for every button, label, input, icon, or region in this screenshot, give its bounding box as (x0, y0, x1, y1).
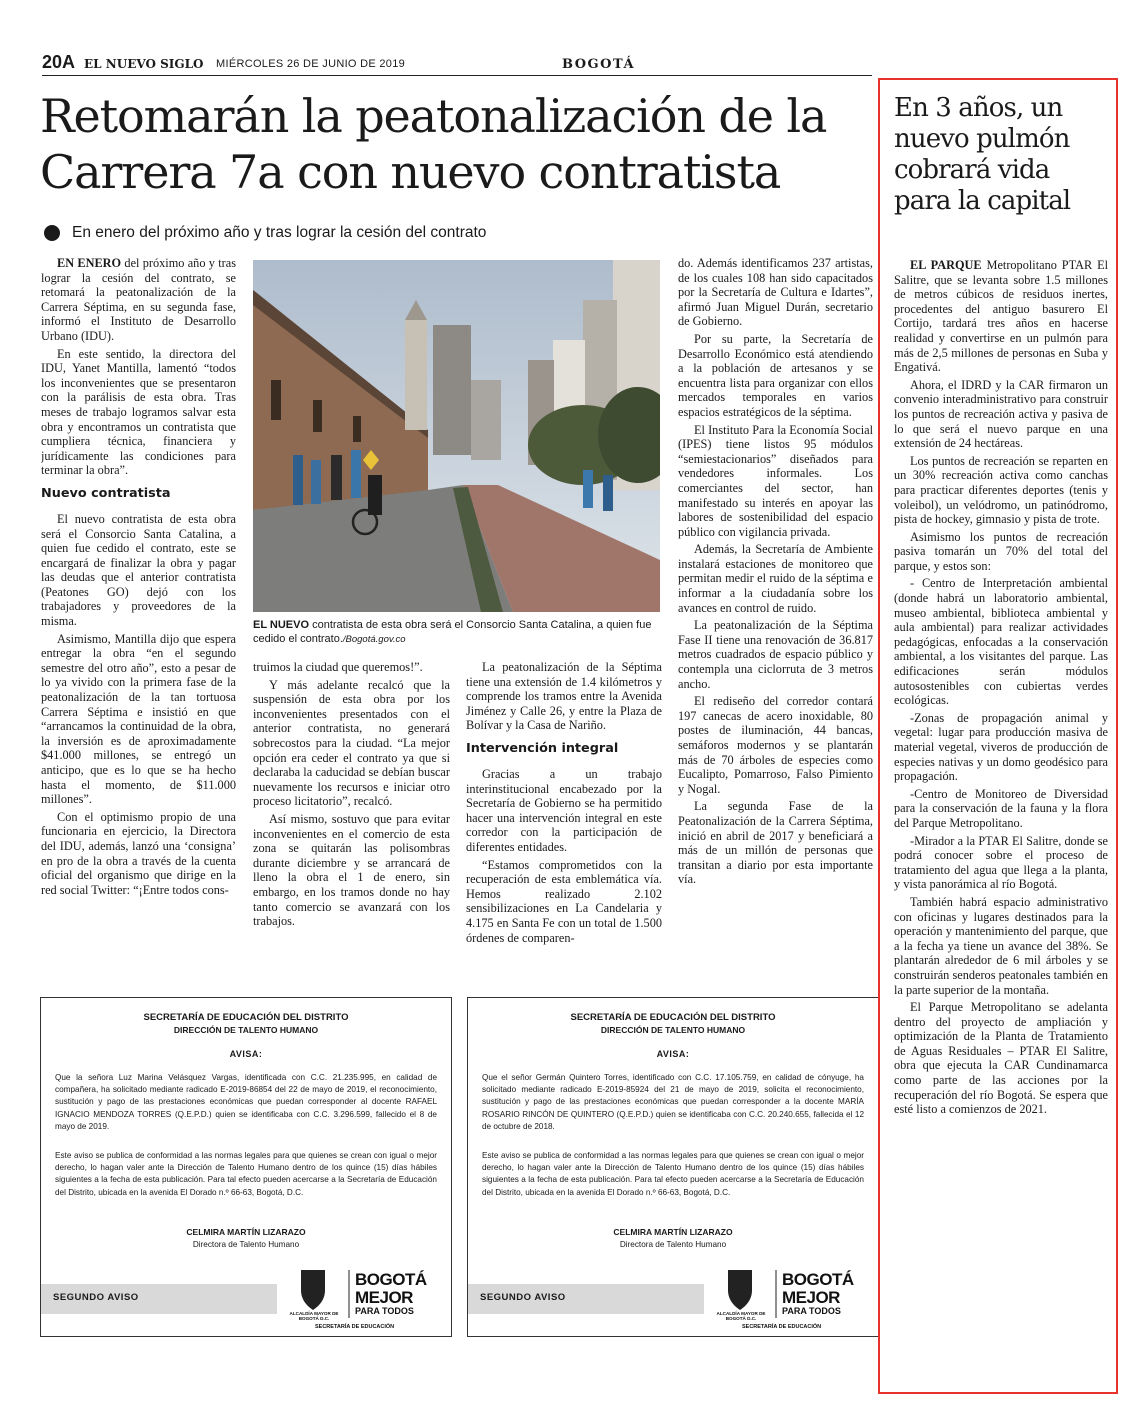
para-todos-text: PARA TODOS (355, 1306, 414, 1316)
paragraph: Con el optimismo propio de una funcionaria en ejercicio, la Directora del IDU, además, lanzó una ‘consigna’ en pro de la obra a través de la cuenta oficial del organismo que dirige en la red social Twitter: “¡Entre todos cons- (41, 809, 236, 897)
paragraph: Así mismo, sostuvo que para evitar inconvenientes en el comercio de esta zona se quitarán las polisombras durante diciembre y se arrancará de lleno la obra el 1 de enero, sin embargo, en los tramos donde no hay tanto comercio se avanzará con los trabajos. (253, 811, 450, 929)
bogota-logo (287, 1266, 447, 1332)
paragraph: El nuevo contratista de esta obra será el Consorcio Santa Catalina, a quien fue cedido el contrato, este se encargará de finalizar la obra y pagar las deudas que el anterior contratista (Peatones GO) dejó con los trabajadores y proveedores de la misma. (41, 511, 236, 629)
paragraph: Asimismo, Mantilla dijo que espera entregar la obra “en el segundo semestre del otro año”, esto a pesar de lo ya vivido con la primera fase de la peatonalización de la tan tortuosa Carrera Séptima e insistió en que “arrancamos la continuidad de la obra, la inversión es de aproximadamente $41.000 millones, se entregó un anticipo, que es lo que se ha hecho hasta el momento, de $11.000 millones”. (41, 631, 236, 807)
bogota-logo (714, 1266, 874, 1332)
paragraph: Ahora, el IDRD y la CAR firmaron un convenio interadministrativo para construir los puntos de recreación activa y pasiva de lo que será el nuevo parque en una extensión de 24 hectáreas. (894, 377, 1108, 451)
notice-org: SECRETARÍA DE EDUCACIÓN DEL DISTRITO (570, 1012, 776, 1023)
notice-dept: DIRECCIÓN DE TALENTO HUMANO (173, 1025, 319, 1035)
article-headline: Retomarán la peatonalización de la Carrera 7a con nuevo contratista (40, 89, 827, 199)
paragraph: Los puntos de recreación se reparten en un 30% recreación activa como canchas para practicar diferentes deportes (tenis y voleibol), un velódromo, un patinódromo, pista de hockey, gimnasio y pista de trote. (894, 453, 1108, 527)
second-notice-label: SEGUNDO AVISO (480, 1292, 566, 1303)
paragraph: -Centro de Monitoreo de Diversidad para la conservación de la fauna y la flora del Parque Metropolitano. (894, 786, 1108, 830)
paragraph: “Estamos comprometidos con la recuperación de esta emblemática vía. Hemos realizado 2.102 sensibilizaciones en La Candelaria y 4.175 en Santa Fe con un total de 1.500 órdenes de comparen- (466, 857, 662, 945)
bogota-text: BOGOTÁ (355, 1270, 427, 1289)
sidebar-article (878, 78, 1118, 1394)
caption-lead: EL NUEVO (253, 619, 310, 631)
issue-date: MIÉRCOLES 26 DE JUNIO DE 2019 (216, 58, 406, 70)
paragraph: El Instituto Para la Economía Social (IPES) tiene listos 95 módulos “semiestacionarios” diseñados para vendedores informales. Los comerciantes del sector, han manifestado su interés en apoyar las labores de sostenibilidad del espacio público con vigilancia privada. (678, 422, 873, 539)
secretaria-text: SECRETARÍA DE EDUCACIÓN (315, 1324, 395, 1330)
notice-avisa: AVISA: (656, 1049, 690, 1059)
article-photo (253, 260, 660, 612)
notice-signer-title: Directora de Talento Humano (192, 1240, 300, 1249)
para-todos-text: PARA TODOS (782, 1306, 841, 1316)
sidebar-headline: En 3 años, un nuevo pulmón cobrará vida para la capital (894, 93, 1071, 216)
bogota-text: BOGOTÁ (782, 1270, 854, 1289)
notice-dept: DIRECCIÓN DE TALENTO HUMANO (600, 1025, 746, 1035)
subhead: Nuevo contratista (41, 485, 171, 501)
article-deck (44, 224, 486, 242)
notice-paragraph: Que la señora Luz Marina Velásquez Vargas, identificada con C.C. 21.235.995, en calidad de compañera, ha solicitado mediante radicado E-2019-86854 del 22 de mayo de 2019, el reconocimiento, sustitución y pago de las prestaciones económicas que puedan corresponder al docente RAFAEL IGNACIO MENDOZA TORRES (Q.E.P.D.) quien se identificaba con C.C. 3.296.599, fallecido el 8 de mayo de 2019. (55, 1073, 437, 1131)
paragraph: do. Además identificamos 237 artistas, de los cuales 108 han sido capacitados por la Secretaría de Cultura e Idartes”, afirmó Juan Miguel Durán, secretario de Gobierno. (678, 256, 873, 329)
sidebar-body (894, 258, 1108, 1386)
paragraph: Además, la Secretaría de Ambiente instalará estaciones de monitoreo que permitan medir el ruido de la séptima e informar a la ciudadanía sobre los avances en control de ruido. (678, 542, 873, 615)
newspaper-name: EL NUEVO SIGLO (84, 57, 204, 71)
paragraph: - Centro de Interpretación ambiental (donde habrá un laboratorio ambiental, museo ambiental, biblioteca ambiental y aula ambiental) para realizar actividades pedagógicas, enfocadas a la conservación ambiental, a los visitantes del parque. Las edificaciones serán módulos autosostenibles con cubiertas verdes ecológicas. (894, 576, 1108, 708)
mejor-text: MEJOR (355, 1288, 413, 1307)
paragraph: En este sentido, la directora del IDU, Yanet Mantilla, lamentó “todos los inconvenientes que se presentaron con la parálisis de esta obra. Tras meses de trabajo logramos salvar esta obra y encontramos un contratista que cumpliera técnica, financiera y jurídicamente las condiciones para terminar la obra”. (41, 346, 236, 478)
article-column-2 (253, 660, 450, 976)
lead-in: EL PARQUE (910, 258, 982, 272)
paragraph: -Zonas de propagación animal y vegetal: lugar para producción masiva de material vegetal, viveros de producción de especies nativas y un domo geodésico para propagación. (894, 710, 1108, 784)
alcaldia-text: ALCALDÍA MAYOR DE BOGOTÁ D.C. (289, 1311, 339, 1322)
paragraph (41, 256, 236, 344)
notice-signer: CELMIRA MARTÍN LIZARAZO (613, 1227, 733, 1237)
page-number: 20A (42, 52, 76, 72)
notice-org: SECRETARÍA DE EDUCACIÓN DEL DISTRITO (143, 1012, 349, 1023)
article-column-4 (678, 256, 873, 976)
paragraph: La peatonalización de la Séptima Fase II tiene una renovación de 36.817 metros cuadrados de espacio público y contempla una ciclorruta de 3 metros ancho. (678, 618, 873, 691)
photo-credit: /Bogotá.gov.co (342, 634, 406, 645)
notice-signer: CELMIRA MARTÍN LIZARAZO (186, 1227, 306, 1237)
notice-paragraph: Este aviso se publica de conformidad a las normas legales para que quienes se crean con igual o mejor derecho, lo hagan valer ante la Dirección de Talento Humano dentro de los quince (15) días hábiles siguientes a la fecha de esta publicación. Para tal efecto pueden acercarse a la Secretaría de Educación del Distrito, ubicada en la avenida El Dorado n.º 66-63, Bogotá, D.C. (55, 1151, 437, 1197)
notice-signer-title: Directora de Talento Humano (619, 1240, 727, 1249)
photo-caption (253, 618, 660, 647)
paragraph-text: del próximo año y tras lograr la cesión del contrato, se retomará la peatonalización de la Carrera Séptima, en su segunda fase, informó el Instituto de Desarrollo Urbano (IDU). (41, 256, 236, 343)
alcaldia-text: ALCALDÍA MAYOR DE BOGOTÁ D.C. (716, 1311, 766, 1322)
paragraph: -Mirador a la PTAR El Salitre, donde se podrá conocer sobre el proceso de tratamiento del agua que llega a la planta, y vista panorámica al río Bogotá. (894, 833, 1108, 892)
paragraph: truimos la ciudad que queremos!”. (253, 660, 423, 674)
paragraph: Gracias a un trabajo interinstitucional encabezado por la Secretaría de Gobierno se ha permitido hacer una intervención integral en este corredor con la participación de diferentes entidades. (466, 766, 662, 854)
paragraph (894, 258, 1108, 375)
paragraph: La segunda Fase de la Peatonalización de la Carrera Séptima, inició en abril de 2017 y beneficiará a más de un millón de personas que transitan a diario por esta importante vía. (678, 799, 873, 887)
paragraph: Asimismo los puntos de recreación pasiva tomarán un 70% del total del parque, y estos son: (894, 529, 1108, 573)
notice-paragraph: Este aviso se publica de conformidad a las normas legales para que quienes se crean con igual o mejor derecho, lo hagan valer ante la Dirección de Talento Humano dentro de los quince (15) días hábiles siguientes a la fecha de esta publicación. Para tal efecto pueden acercarse a la Secretaría de Educación del Distrito, ubicada en la avenida El Dorado n.º 66-63, Bogotá, D.C. (482, 1151, 864, 1197)
paragraph: El Parque Metropolitano se adelanta dentro del proyecto de ampliación y optimización de la Planta de Tratamiento de Aguas Residuales – PTAR El Salitre, obra que ejecuta la CAR Cundinamarca como parte de las acciones por la recuperación del río Bogotá. Se espera que esté listo a comienzos de 2021. (894, 1000, 1108, 1117)
secretaria-text: SECRETARÍA DE EDUCACIÓN (742, 1324, 822, 1330)
paragraph: Por su parte, la Secretaría de Desarrollo Económico está atendiendo a la población de artesanos y se encuentra lista para organizar con ellos mercados temporales en varios espacios estratégicos de la séptima. (678, 331, 873, 419)
paragraph-text: Metropolitano PTAR El Salitre, que se levanta sobre 1.5 millones de metros cúbicos de residuos inertes, procedentes del antiguo basurero El Cortijo, tardará tres años en hacerse realidad y convertirse en un pulmón para más de 2,5 millones de personas en Suba y Engativá. (894, 258, 1108, 375)
deck-text: En enero del próximo año y tras lograr la cesión del contrato (72, 224, 487, 241)
paragraph: El rediseño del corredor contará 197 canecas de acero inoxidable, 80 postes de iluminación, 44 bancas, semáforos modernos y se plantarán más de 70 árboles de especies como Eucalipto, Pomarroso, Falso Pimiento y Nogal. (678, 694, 873, 796)
lead-in: EN ENERO (57, 256, 122, 270)
second-notice-label: SEGUNDO AVISO (53, 1292, 139, 1303)
street-photo-illustration (253, 260, 660, 612)
caption-text: contratista de esta obra será el Consorcio Santa Catalina, a quien fue cedido el contrato. (253, 619, 652, 645)
mejor-text: MEJOR (782, 1288, 840, 1307)
paragraph: Y más adelante recalcó que la suspensión de esta obra por los inconvenientes presentados con el anterior contratista, no generará sobrecostos para la ciudad. “La mejor opción era ceder el contrato ya que si declaraba la caducidad se debían buscar nuevamente los recursos e iniciar otro proceso licitatorio”, recalcó. (253, 677, 450, 809)
legal-notice-1 (40, 997, 452, 1337)
article-column-1 (41, 256, 236, 976)
notice-paragraph: Que el señor Germán Quintero Torres, identificado con C.C. 17.105.759, en calidad de cónyuge, ha solicitado mediante radicado E-2019-85924 del 21 de mayo de 2019, solicita el reconocimiento, sustitución y pago de las prestaciones económicas que puedan corresponder a la docente MARÍA ROSARIO RINCÓN DE QUINTERO (Q.E.P.D.) quien se identificaba con C.C. 20.240.655, fallecida el 12 de octubre de 2018. (482, 1073, 864, 1131)
subhead: Intervención integral (466, 740, 619, 756)
page-header (42, 52, 872, 76)
bullet-icon (44, 225, 60, 241)
article-column-3 (466, 660, 662, 976)
section-name: BOGOTÁ (562, 57, 636, 72)
paragraph: También habrá espacio administrativo con oficinas y lugares destinados para la operación y mantenimiento del parque, que a la fecha ya tiene un avance del 38%. Se plantarán alrededor de 6 mil árboles y se construirán senderos peatonales también en la parte superior de la montaña. (894, 894, 1108, 997)
legal-notice-2 (467, 997, 879, 1337)
notice-avisa: AVISA: (229, 1049, 263, 1059)
paragraph: La peatonalización de la Séptima tiene una extensión de 1.4 kilómetros y comprende los tramos entre la Avenida Jiménez y Calle 26, y entre la Plaza de Bolívar y la Casa de Nariño. (466, 660, 662, 733)
